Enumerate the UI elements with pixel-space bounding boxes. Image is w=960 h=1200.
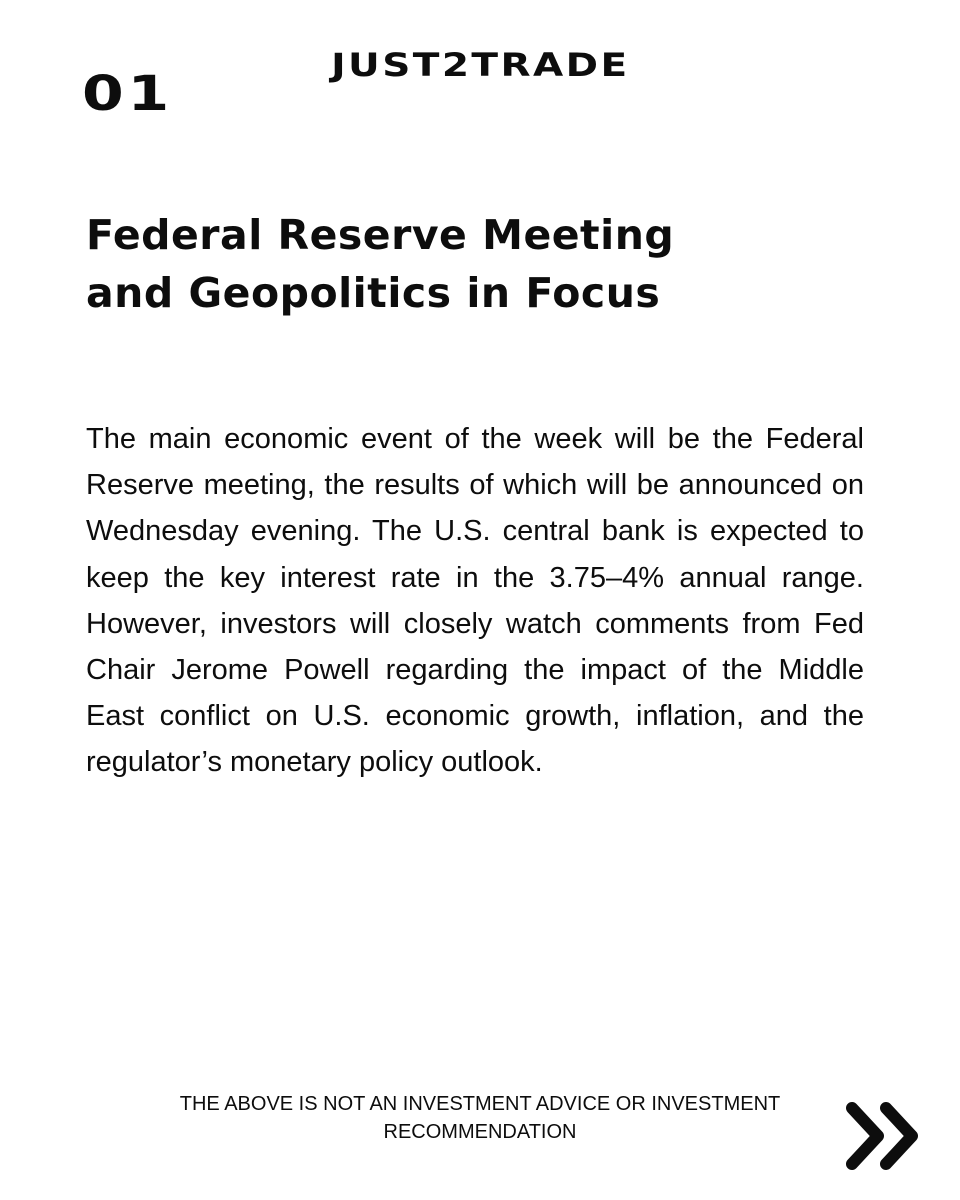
headline: Federal Reserve Meeting and Geopolitics in Focus [86,211,675,317]
slide-number: 01 [82,66,173,122]
double-chevron-right-icon[interactable] [842,1094,924,1178]
disclaimer: THE ABOVE IS NOT AN INVESTMENT ADVICE OR INVESTMENT RECOMMENDATION [179,1093,781,1143]
brand-logo [0,40,960,90]
article-body: The main economic event of the week will be the Federal Reserve meeting, the results of which will be announced on Wednesday evening. The U.S. central bank is expected to keep the key interest rate in the 3.75–4% annual range. However, investors will closely watch comments from Fed Chair Jerome Powell regarding the impact of the Middle East conflict on U.S. economic growth, inflation, and the regulator’s monetary policy outlook. [86,423,864,779]
brand-logo-text: JUST2TRADE [330,46,630,84]
